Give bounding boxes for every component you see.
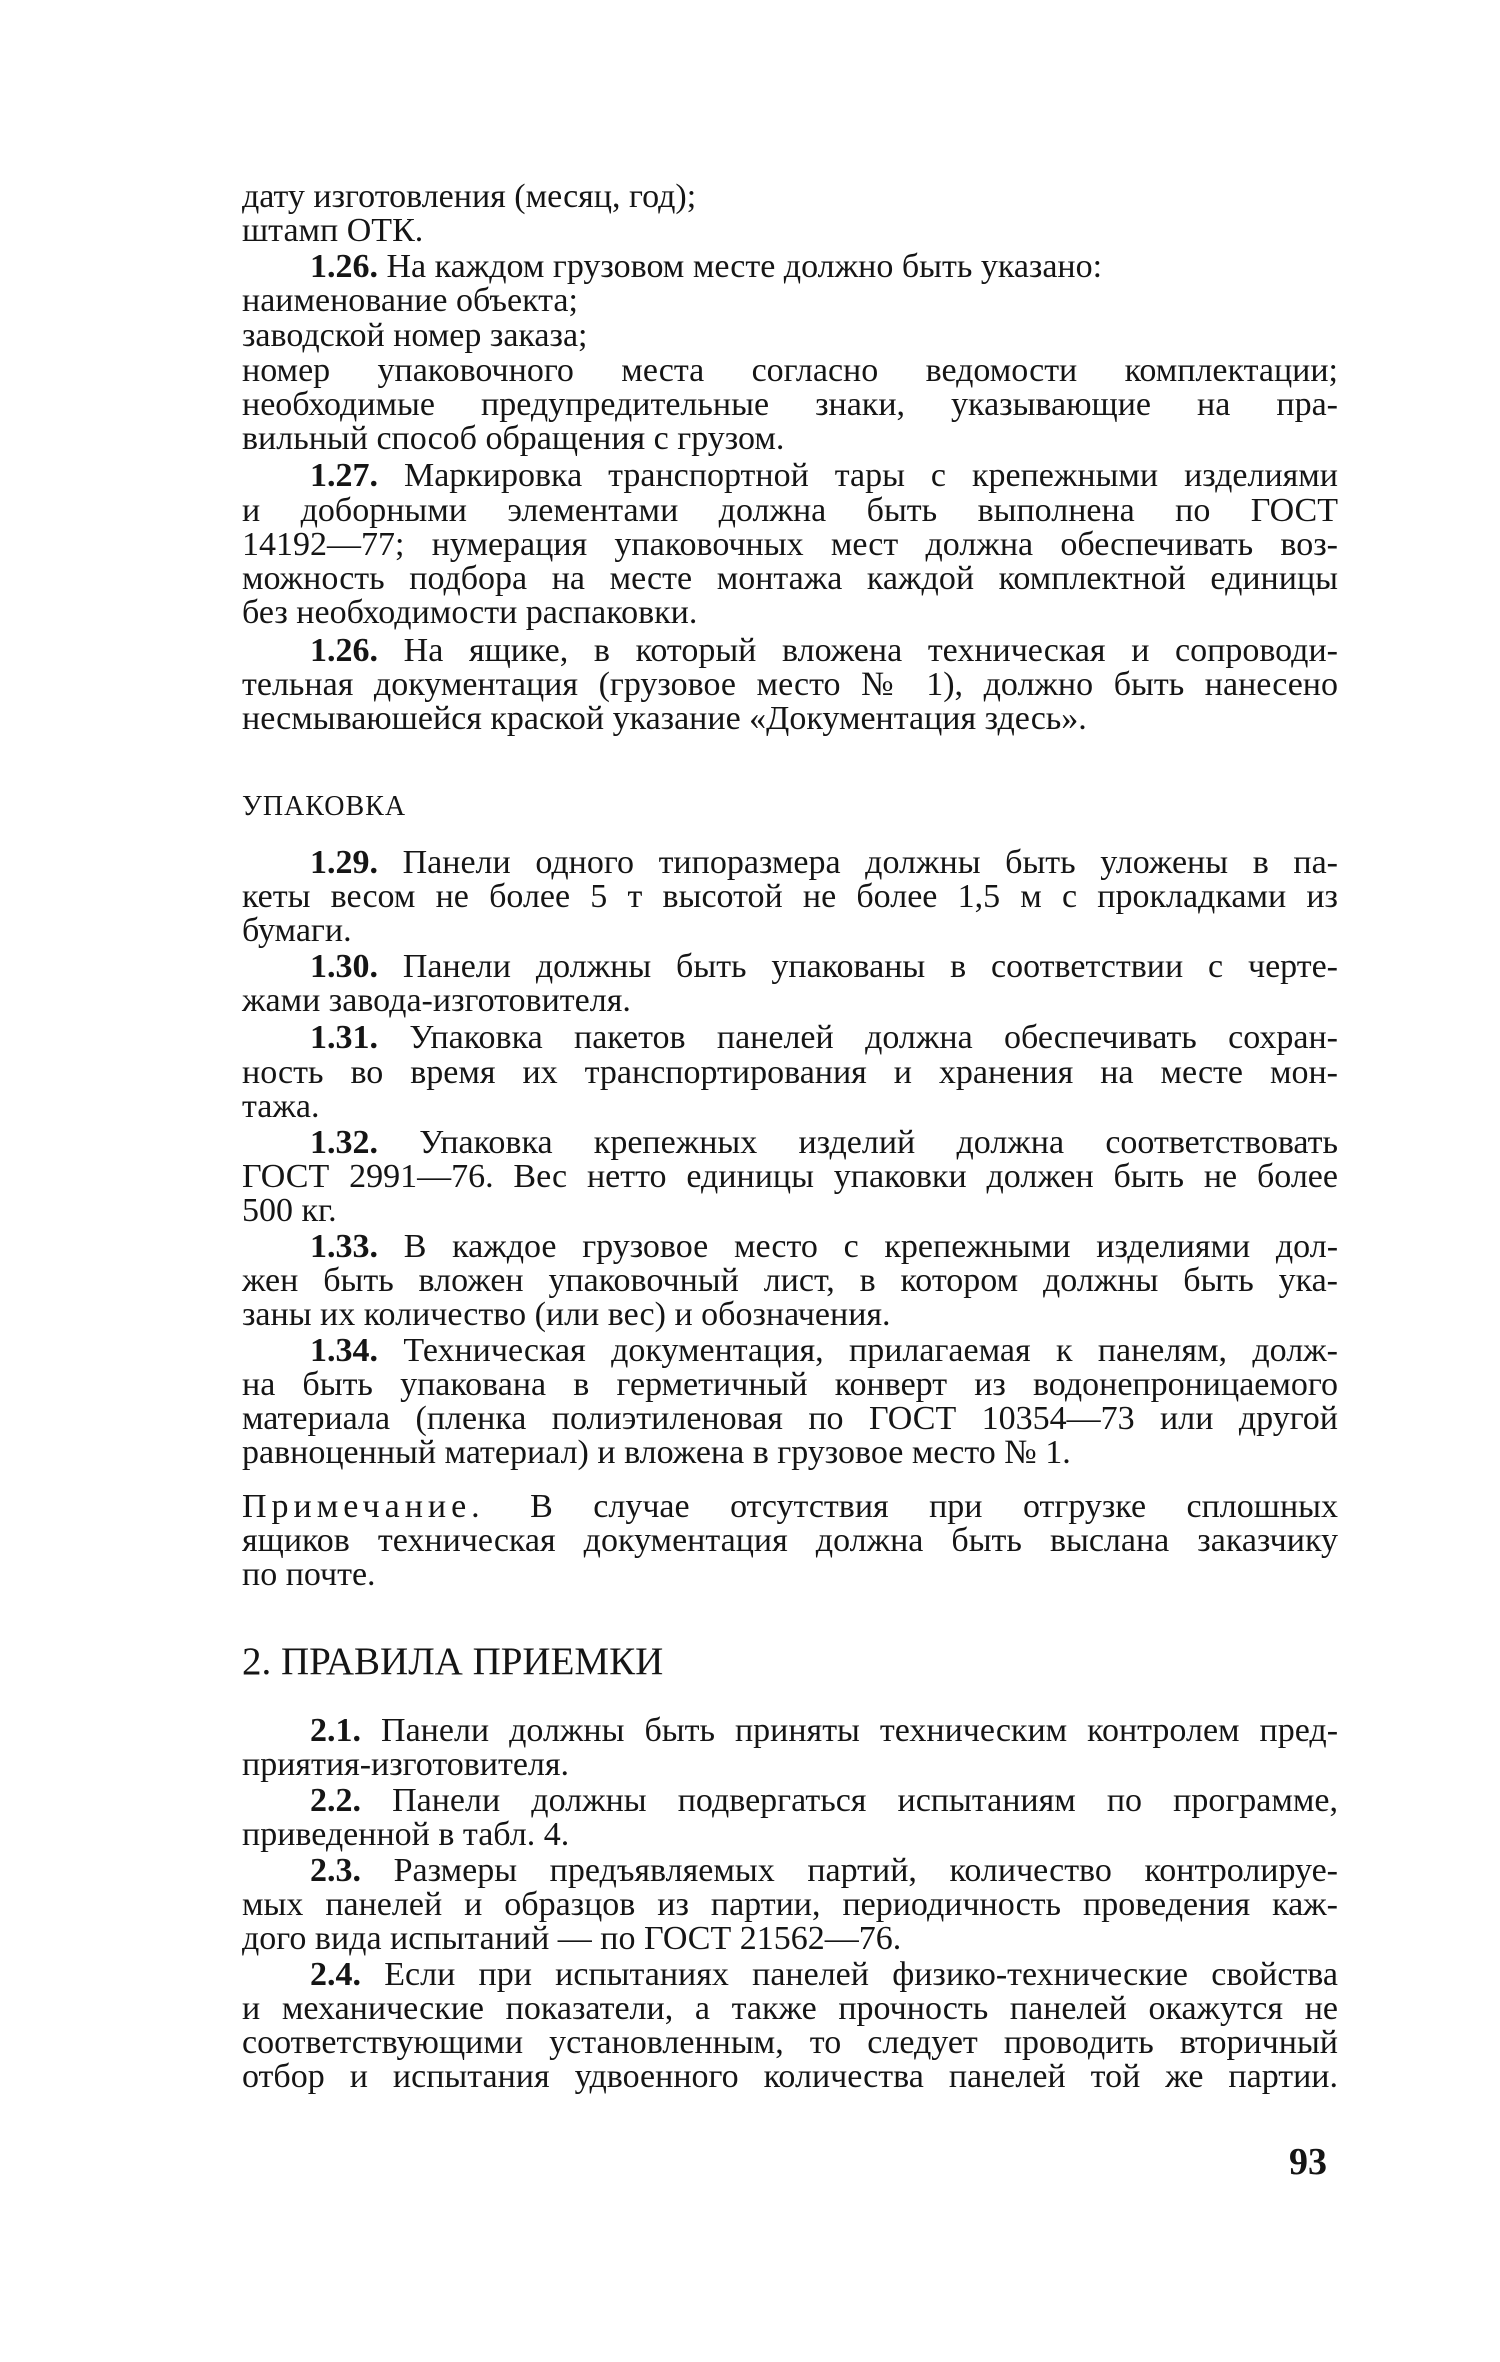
line-text: 2. ПРАВИЛА ПРИЕМКИ [242,1640,664,1683]
line-text: без необходимости распаковки. [242,594,698,631]
line-text: 500 кг. [242,1192,337,1229]
text-line [242,528,1338,562]
text-line [242,1888,1338,1922]
text-line [242,2060,1338,2094]
line-text: ность во время их транспортирования и хранения на месте мон- [242,1054,1338,1091]
line-text: наименование объекта; [242,282,578,319]
line-text: Маркировка транспортной тары с крепежными изделиями [403,457,1338,494]
line-text: можность подбора на месте монтажа каждой комплектной единицы [242,560,1338,597]
text-line [310,459,1338,493]
line-text: Панели должны быть упакованы в соответствии с черте- [402,948,1338,985]
text-line [242,1298,1002,1332]
text-line [242,984,742,1018]
text-line [242,2026,1338,2060]
line-text: мых панелей и образцов из партии, периодичность проведения каж- [242,1886,1338,1923]
note-label: Примечание. [242,1488,531,1525]
text-line [242,1992,1338,2026]
section-heading [242,790,542,824]
line-text: и механические показатели, а также прочность панелей окажутся не [242,1990,1338,2027]
line-text: на быть упакована в герметичный конверт из водонепроницаемого [242,1366,1338,1403]
line-text: отбор и испытания удвоенного количества панелей той же партии. [242,2058,1338,2095]
clause-number: 2.4. [310,1956,385,1993]
text-line [242,1922,1002,1956]
line-text: дого вида испытаний — по ГОСТ 21562—76. [242,1920,902,1957]
clause-number: 1.32. [310,1124,420,1161]
text-line [242,1490,1338,1524]
chapter-heading [242,1642,842,1682]
line-text: соответствующими установленным, то следует проводить вторичный [242,2024,1338,2061]
line-text: В каждое грузовое место с крепежными изделиями дол- [403,1228,1339,1265]
line-text: дату изготовления (месяц, год); [242,178,697,215]
clause-number: 1.26. [310,632,404,669]
line-text: ящиков техническая документация должна быть выслана заказчику [242,1522,1338,1559]
clause-number: 1.34. [310,1332,404,1369]
text-line [310,1230,1338,1264]
text-line [242,880,1338,914]
line-text: Техническая документация, прилагаемая к панелям, долж- [403,1332,1338,1369]
line-text: жами завода-изготовителя. [242,982,631,1019]
text-line [310,950,1338,984]
text-line [242,1368,1338,1402]
text-line [242,284,662,318]
text-line [242,1160,1338,1194]
text-line [242,494,1338,528]
line-text: приведенной в табл. 4. [242,1816,570,1853]
text-line [310,1126,1338,1160]
clause-number: 1.31. [310,1019,410,1056]
clause-number: 1.29. [310,844,403,881]
text-line [310,846,1338,880]
clause-number: 2.3. [310,1852,394,1889]
text-line [242,1558,442,1592]
line-text: и доборными элементами должна быть выполнена по ГОСТ [242,492,1338,529]
text-line [242,1090,442,1124]
text-line [242,1436,1252,1470]
line-text: На ящике, в который вложена техническая и сопроводи- [403,632,1339,669]
text-line [242,180,802,214]
clause-number: 1.27. [310,457,404,494]
line-text: Панели должны подвергаться испытаниям по программе, [392,1782,1338,1819]
text-line [242,354,1338,388]
text-line [310,1714,1338,1748]
text-line [242,1818,662,1852]
text-line [242,388,1338,422]
text-line [310,1021,1338,1055]
line-text: Панели должны быть приняты техническим контролем пред- [381,1712,1339,1749]
line-text: Упаковка крепежных изделий должна соответствовать [419,1124,1338,1161]
clause-number: 2.2. [310,1782,393,1819]
text-line [242,914,442,948]
line-text: жен быть вложен упаковочный лист, в котором должны быть ука- [242,1262,1338,1299]
text-line [310,250,1338,284]
line-text: равноценный материал) и вложена в грузовое место № 1. [242,1434,1071,1471]
text-line [242,702,1242,736]
text-line [242,422,802,456]
line-text: Упаковка пакетов панелей должна обеспечивать сохран- [409,1019,1339,1056]
line-text: материала (пленка полиэтиленовая по ГОСТ 10354—73 или другой [242,1400,1338,1437]
line-text: заны их количество (или вес) и обозначения. [242,1296,891,1333]
text-line [242,319,662,353]
text-line [310,1854,1338,1888]
line-text: На каждом грузовом месте должно быть указано: [386,248,1103,285]
line-text: кеты весом не более 5 т высотой не более 1,5 м с прокладками из [242,878,1338,915]
text-line [242,1402,1338,1436]
line-text: В случае отсутствия при отгрузке сплошных [530,1488,1338,1525]
page-number: 93 [1289,2141,1327,2183]
line-text: штамп ОТК. [242,212,424,249]
line-text: Размеры предъявляемых партий, количество контролируе- [393,1852,1338,1889]
clause-number: 2.1. [310,1712,382,1749]
text-line [242,1748,662,1782]
clause-number: 1.30. [310,948,403,985]
line-text: вильный способ обращения с грузом. [242,420,785,457]
line-text: ГОСТ 2991—76. Вес нетто единицы упаковки должен быть не более [242,1158,1338,1195]
line-text: необходимые предупредительные знаки, указывающие на пра- [242,386,1338,423]
line-text: несмываюшейся краской указание «Документация здесь». [242,700,1087,737]
line-text: тельная документация (грузовое место № 1), должно быть нанесено [242,666,1338,703]
text-line [242,1264,1338,1298]
text-line [310,634,1338,668]
text-line [310,1784,1338,1818]
text-line [310,1958,1338,1992]
text-line [242,562,1338,596]
line-text: бумаги. [242,912,352,949]
text-line [310,1334,1338,1368]
line-text: по почте. [242,1556,376,1593]
line-text: УПАКОВКА [242,791,407,822]
line-text: тажа. [242,1088,320,1125]
text-line [242,1524,1338,1558]
text-line [242,214,502,248]
text-line [242,596,802,630]
line-text: номер упаковочного места согласно ведомости комплектации; [242,352,1338,389]
clause-number: 1.26. [310,248,387,285]
text-line [242,668,1338,702]
line-text: заводской номер заказа; [242,317,588,354]
line-text: приятия-изготовителя. [242,1746,570,1783]
line-text: Если при испытаниях панелей физико-технические свойства [384,1956,1338,1993]
line-text: Панели одного типоразмера должны быть уложены в па- [402,844,1338,881]
text-line [242,1056,1338,1090]
text-line [242,1194,442,1228]
line-text: 14192—77; нумерация упаковочных мест должна обеспечивать воз- [242,526,1338,563]
clause-number: 1.33. [310,1228,404,1265]
